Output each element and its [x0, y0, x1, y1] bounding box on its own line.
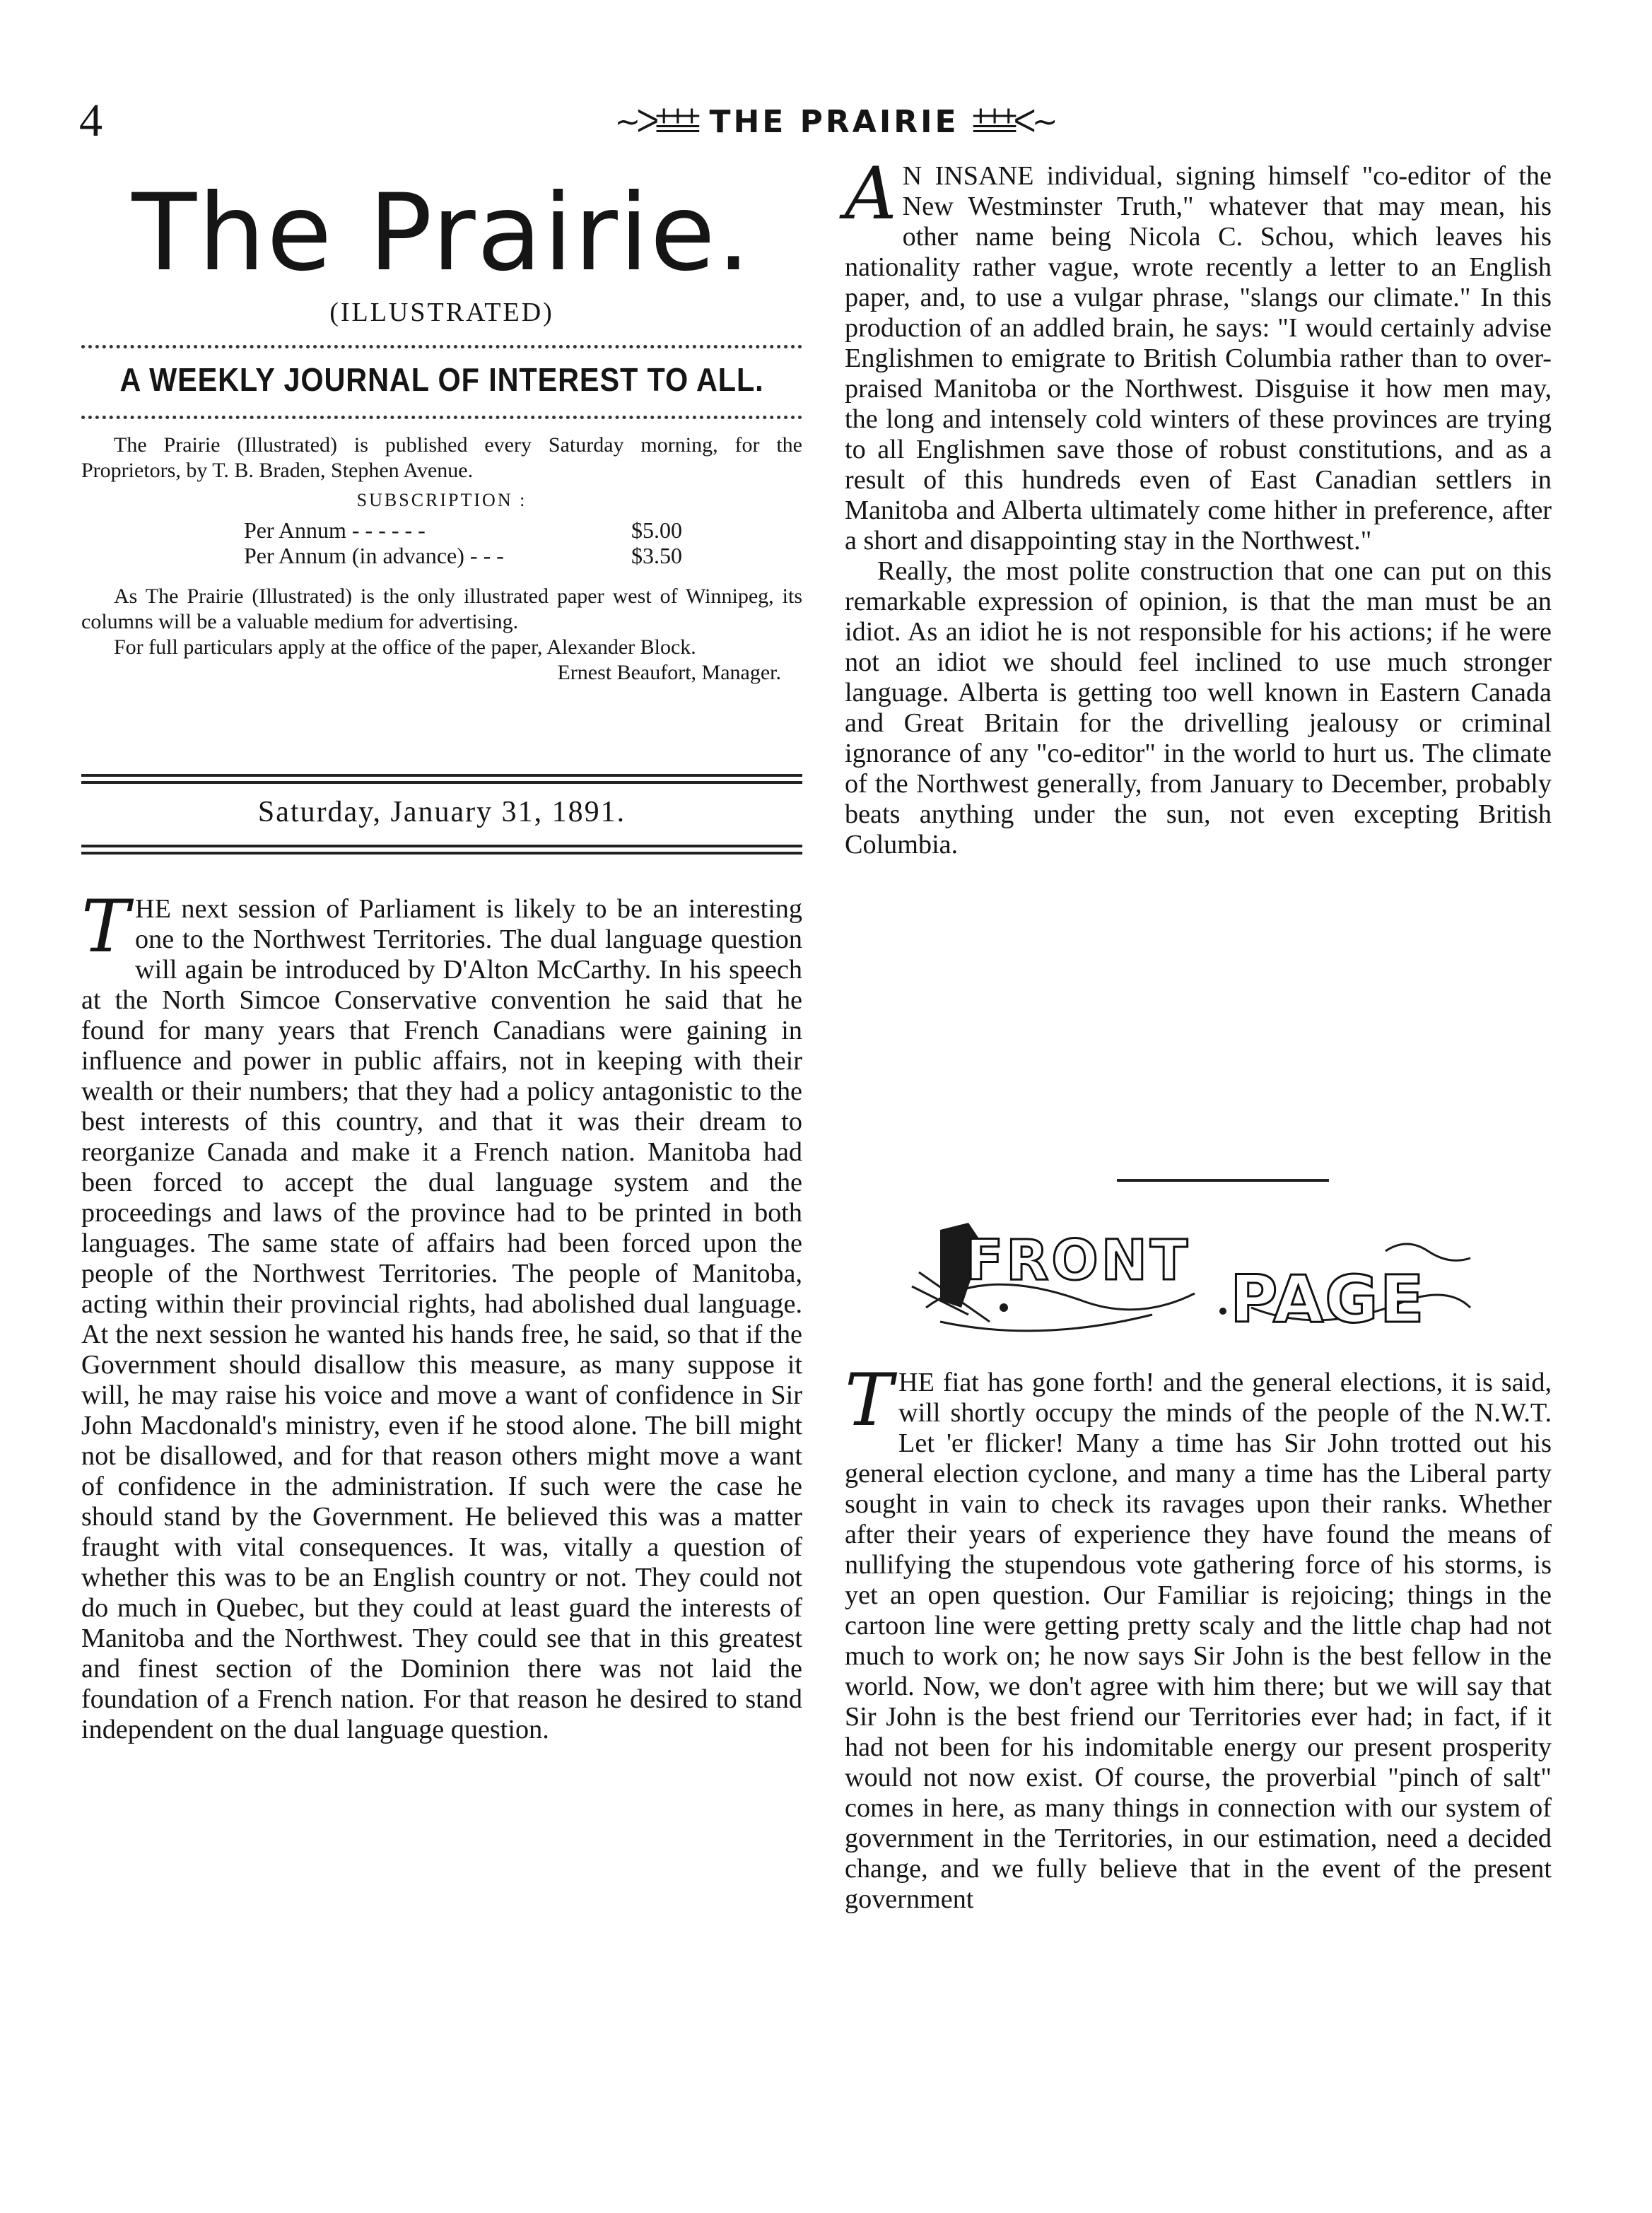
logo-text	[1230, 1262, 1426, 1337]
issue-date: Saturday, January 31, 1891.	[257, 796, 626, 828]
article-text: N INSANE individual, signing himself "co-editor of the New Westminster Truth," whatever that may mean, his other name being Nicola C. Schou, which leaves his nationality rather vague, wrote recently a letter to an English paper, and, to use a vulgar phrase, "slangs our climate." In this production of an addled brain, he says: "I would certainly advise Englishmen to emigrate to British Columbia rather than to over-praised Manitoba or the Northwest. Disguise it how men may, the long and intensely cold winters of these provinces are trying to all Englishmen save those of robust constitutions, and as a result of this hundreds even of East Canadian settlers in Manitoba and Alberta ultimately come hither in preference, after a short and disappointing stay in the Northwest."	[845, 161, 1552, 556]
column-rule	[1117, 1179, 1329, 1182]
left-ornament: ~ᐳ⩲⩲⩲	[614, 103, 697, 140]
logo-page: PAGE	[1230, 1262, 1426, 1337]
masthead-title: The Prairie.	[131, 172, 752, 295]
double-rule	[81, 845, 802, 855]
page-number: 4	[79, 95, 102, 146]
particulars-note: For full particulars apply at the office of the paper, Alexander Block.	[114, 635, 696, 659]
subscription-rate	[244, 517, 682, 543]
article-dual-language	[81, 885, 802, 1745]
article-text: HE next session of Parliament is likely to be an interesting one to the Northwest Territories. The dual language question will again be introduced by D'Alton McCarthy. In his speech at the North Simcoe Conservative convention he said that he found for many years that French Canadians were gaining in influence and power in public affairs, not in keeping with their wealth or their numbers; that they had a policy antagonistic to the best interests of this country, and that it was their dream to reorganize Canada and make it a French nation. Manitoba had been forced to accept the dual language system and the proceedings and laws of the province had to be printed in both languages. The same state of affairs had been forced upon the people of the Northwest Territories. The people of Manitoba, acting within their provincial rights, had abolished dual language. At the next session he wanted his hands free, he said, so that if the Government should disallow this measure, as many suppose it will, he may raise his voice and move a want of confidence in Sir John Macdonald's ministry, even if he stood alone. The bill might not be disallowed, and for that reason others might move a want of confidence in the administration. If such were the case he should stand by the Government. He believed this was a matter fraught with vital consequences. It was, vitally a question of whether this was to be an English country or not. They could not do much in Quebec, but they could at least guard the interests of Manitoba and the Northwest. They could see that in this greatest and finest section of the Dominion there was not laid the foundation of a French nation. For that reason he desired to stand independent on the dual language question.	[81, 894, 802, 1744]
article-text: HE fiat has gone forth! and the general elections, it is said, will shortly occupy the minds of the people of the N.W.T. Let 'er flicker! Many a time has Sir John trotted out his general election cyclone, and many a time has the Liberal party sought in vain to check its ravages upon their ranks. Whether after their years of experience they have found the means of nullifying the stupendous vote gathering force of his storms, is yet an open question. Our Familiar is rejoicing; things in the cartoon line were getting pretty scaly and the little chap had not much to work on; he now says Sir John is the best fellow in the world. Now, we don't agree with him there; but we will say that Sir John is the best friend our Territories ever had; in fact, if it had not been for his indomitable energy our present prosperity would not now exist. Of course, the proverbial "pinch of salt" comes in here, as many things in connection with our system of government in the Territories, in our estimation, need a decided change, and we fully believe that in the event of the present government	[845, 1368, 1552, 1914]
article-general-elections	[845, 1358, 1552, 1915]
rate-price: $5.00	[631, 517, 682, 543]
manager-signature: Ernest Beaufort, Manager.	[557, 661, 781, 684]
front-page-logo	[898, 1202, 1477, 1343]
running-header	[516, 100, 1152, 143]
drop-cap: T	[81, 885, 130, 969]
logo-text	[966, 1229, 1190, 1293]
advertising-note: As The Prairie (Illustrated) is the only illustrated paper west of Winnipeg, its columns will be a valuable medium for advertising.	[81, 585, 802, 633]
subscription-rate	[244, 543, 682, 568]
right-ornament: ⩲⩲⩲ᐸ~	[971, 103, 1054, 140]
dotted-divider	[81, 345, 802, 348]
publication-info	[81, 433, 802, 686]
running-title: THE PRAIRIE	[709, 103, 959, 140]
subscription-heading: SUBSCRIPTION :	[356, 490, 527, 510]
rate-price: $3.50	[631, 543, 682, 568]
double-rule	[81, 774, 802, 784]
drop-cap: A	[845, 152, 897, 236]
article-continuation: Really, the most polite construction that one can put on this remarkable expression of opinion, is that the man must be an idiot. As an idiot he is not responsible for his actions; if he were not an idiot we should feel inclined to use much stronger language. Alberta is getting too well known in Eastern Canada and Great Britain for the drivelling jealousy or criminal ignorance of any "co-editor" in the world to hurt us. The climate of the Northwest generally, from January to December, probably beats anything under the sun, not even excepting British Columbia.	[845, 556, 1552, 859]
article-insane-individual	[845, 152, 1552, 860]
dotted-divider	[81, 416, 802, 419]
rate-label: Per Annum - - - - - -	[244, 517, 426, 543]
logo-front: FRONT	[966, 1229, 1191, 1293]
drop-cap: T	[845, 1358, 894, 1443]
publication-note: The Prairie (Illustrated) is published every Saturday morning, for the Proprietors, by T. B. Braden, Stephen Avenue.	[81, 433, 802, 482]
masthead-subtitle: (ILLUSTRATED)	[329, 298, 554, 327]
rate-label: Per Annum (in advance) - - -	[244, 543, 504, 568]
masthead-tagline: A WEEKLY JOURNAL OF INTEREST TO ALL.	[119, 361, 764, 398]
